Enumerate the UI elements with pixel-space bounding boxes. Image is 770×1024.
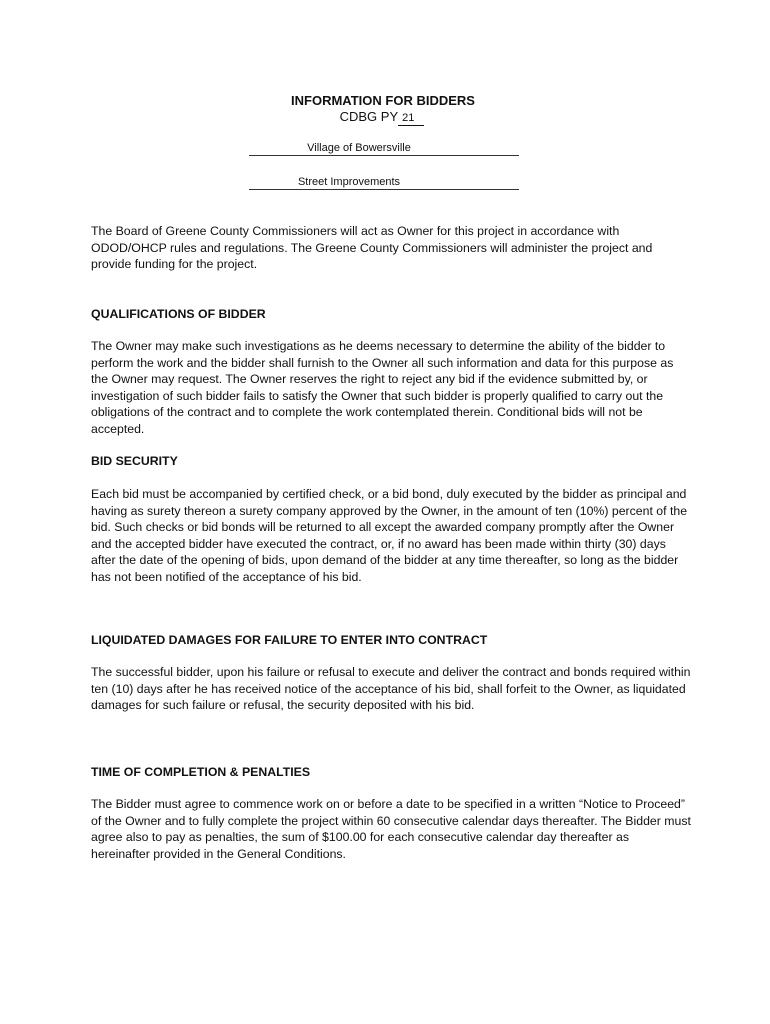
document-header bbox=[0, 92, 770, 126]
section-text-liquidated-damages: The successful bidder, upon his failure or refusal to execute and deliver the contract and bonds required within ten (10) days after he has received notice of the acceptance of his bid, shall forfeit to the Owner, as liquidated damages for such failure or refusal, the security deposited with his bid. bbox=[91, 665, 691, 712]
section-heading-time-of-completion: TIME OF COMPLETION & PENALTIES bbox=[91, 765, 311, 779]
village-value: Village of Bowersville bbox=[307, 142, 411, 154]
program-prefix: CDBG PY bbox=[339, 109, 399, 124]
page-title: INFORMATION FOR BIDDERS bbox=[291, 93, 475, 108]
section-heading-bid-security: BID SECURITY bbox=[91, 454, 178, 468]
section-text-time-of-completion: The Bidder must agree to commence work on or before a date to be specified in a written “Notice to Proceed” of the Owner and to fully complete the project within 60 consecutive calendar days thereafter. The Bidder must agree also to pay as penalties, the sum of $100.00 for each consecutive calendar day thereafter as hereinafter provided in the General Conditions. bbox=[91, 797, 691, 861]
section-text-bid-security: Each bid must be accompanied by certified check, or a bid bond, duly executed by the bidder as principal and having as surety thereon a surety company approved by the Owner, in the amount of ten (10%) percent of the bid. Such checks or bid bonds will be returned to all except the awarded company promptly after the Owner and the accepted bidder have executed the contract, or, if no award has been made within thirty (30) days after the date of the opening of bids, upon demand of the bidder at any time thereafter, so long as the bidder has not been notified of the acceptance of his bid. bbox=[91, 487, 688, 584]
intro-paragraph: The Board of Greene County Commissioners will act as Owner for this project in accordance with ODOD/OHCP rules and regulations. The Greene County Commissioners will administer the project and provide funding for the project. bbox=[91, 224, 653, 271]
project-field bbox=[249, 176, 519, 190]
project-value: Street Improvements bbox=[297, 176, 401, 188]
program-year-line bbox=[0, 109, 770, 126]
section-heading-qualifications: QUALIFICATIONS OF BIDDER bbox=[91, 307, 266, 321]
section-text-qualifications: The Owner may make such investigations as he deems necessary to determine the ability of the bidder to perform the work and the bidder shall furnish to the Owner all such information and data for this purpose as the Owner may request. The Owner reserves the right to reject any bid if the evidence submitted by, or investigation of such bidder fails to satisfy the Owner that such bidder is properly qualified to carry out the obligations of the contract and to complete the work contemplated therein. Conditional bids will not be accepted. bbox=[91, 339, 674, 436]
section-heading-liquidated-damages: LIQUIDATED DAMAGES FOR FAILURE TO ENTER INTO CONTRACT bbox=[91, 633, 488, 647]
program-year-field: 21 bbox=[398, 112, 424, 126]
village-field bbox=[249, 142, 519, 156]
